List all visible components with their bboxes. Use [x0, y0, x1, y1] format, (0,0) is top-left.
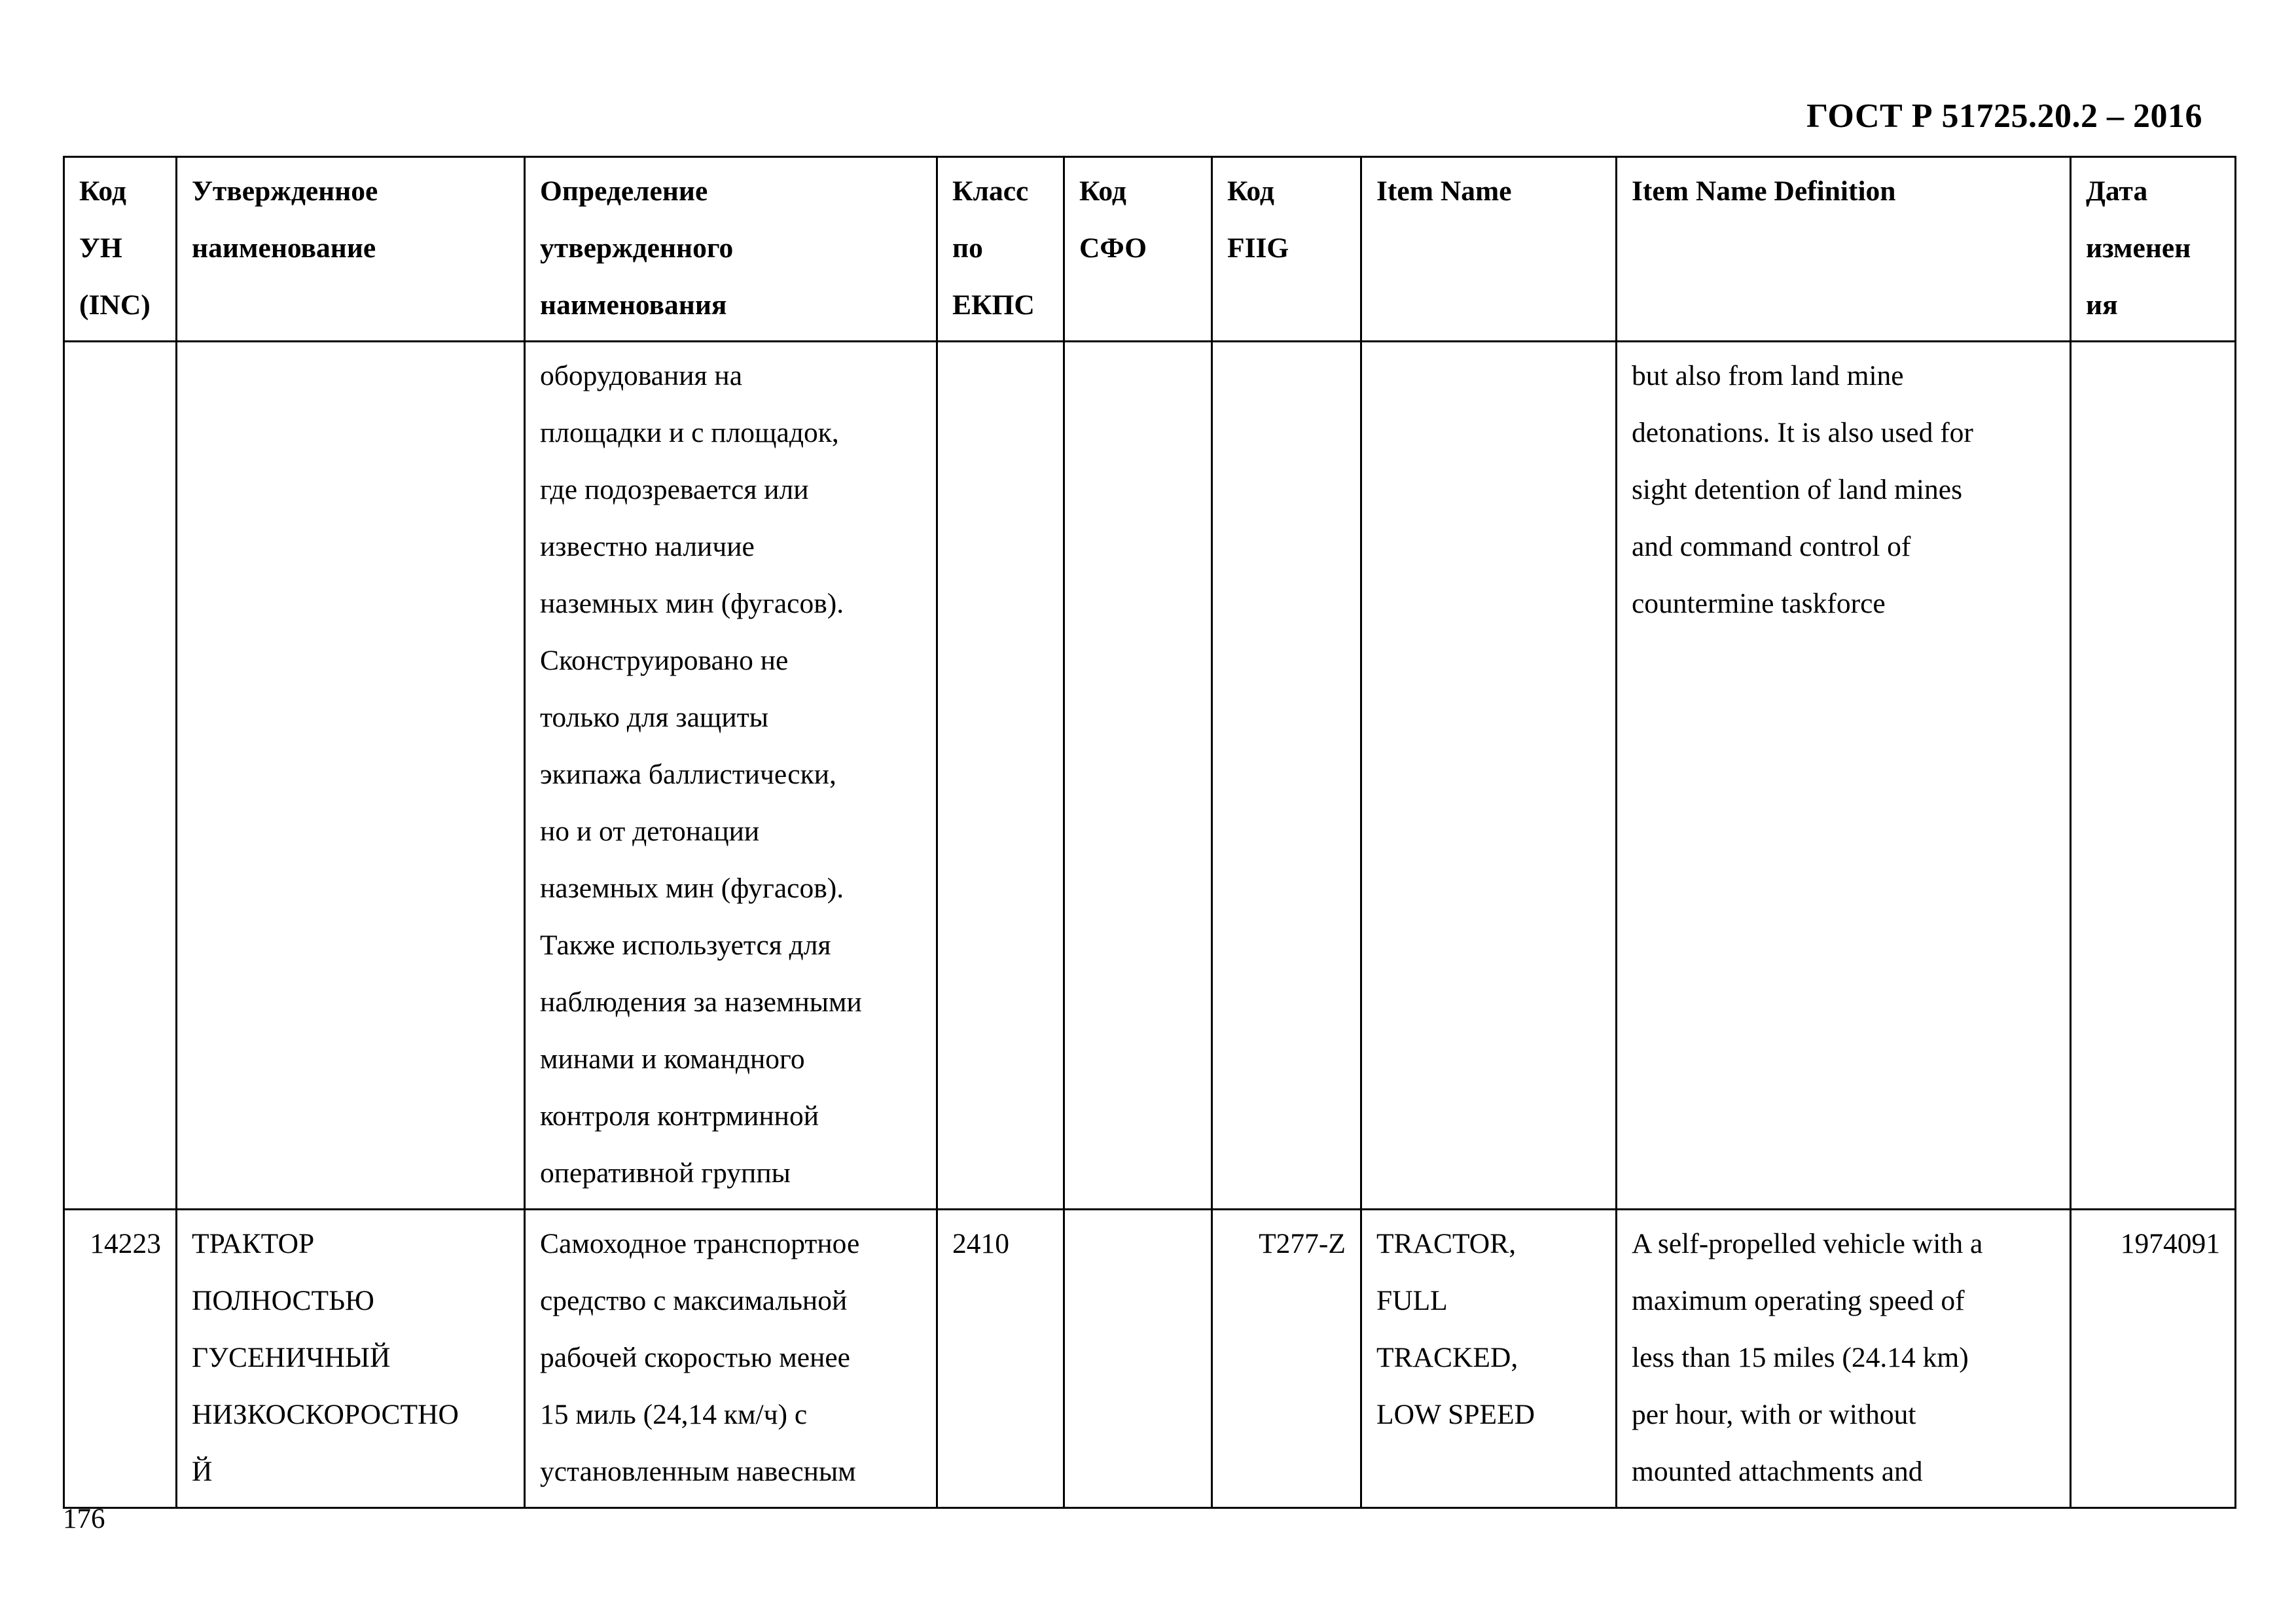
cell-sfo-code	[1064, 1210, 1212, 1508]
table-row	[64, 1210, 2236, 1508]
cell-item-name: TRACTOR, FULL TRACKED, LOW SPEED	[1361, 1210, 1617, 1508]
header-fsc-class: Класс по ЕКПС	[937, 157, 1064, 342]
cell-fiig-code: T277-Z	[1212, 1210, 1361, 1508]
header-item-name-definition: Item Name Definition	[1617, 157, 2071, 342]
cell-change-date: 1974091	[2071, 1210, 2236, 1508]
cell-inc: 14223	[64, 1210, 177, 1508]
cell-sfo-code	[1064, 342, 1212, 1210]
cell-definition-ru: Самоходное транспортное средство с максимальной рабочей скоростью менее 15 миль (24,14 км/ч) с установленным навесным	[525, 1210, 937, 1508]
cell-inc	[64, 342, 177, 1210]
header-inc: Код УН (INC)	[64, 157, 177, 342]
cell-fiig-code	[1212, 342, 1361, 1210]
cell-fsc-class: 2410	[937, 1210, 1064, 1508]
header-sfo-code: Код СФО	[1064, 157, 1212, 342]
cell-approved-name: ТРАКТОР ПОЛНОСТЬЮ ГУСЕНИЧНЫЙ НИЗКОСКОРОСТНО Й	[177, 1210, 525, 1508]
cell-approved-name	[177, 342, 525, 1210]
cell-item-name-definition: but also from land mine detonations. It is also used for sight detention of land mines and command control of countermine taskforce	[1617, 342, 2071, 1210]
cell-item-name	[1361, 342, 1617, 1210]
header-definition: Определение утвержденного наименования	[525, 157, 937, 342]
page-number: 176	[63, 1504, 105, 1534]
cell-item-name-definition: A self-propelled vehicle with a maximum operating speed of less than 15 miles (24.14 km) per hour, with or without mounted attachments and	[1617, 1210, 2071, 1508]
cell-change-date	[2071, 342, 2236, 1210]
cell-definition-ru: оборудования на площадки и с площадок, где подозревается или известно наличие наземных мин (фугасов). Сконструировано не только для защиты экипажа баллистически, но и от детонации наземных мин (фугасов). Также используется для наблюдения за наземными минами и командного контроля контрминной оперативной группы	[525, 342, 937, 1210]
document-standard-header: ГОСТ Р 51725.20.2 – 2016	[1806, 98, 2202, 135]
cell-fsc-class	[937, 342, 1064, 1210]
header-item-name: Item Name	[1361, 157, 1617, 342]
table-header-row	[64, 157, 2236, 342]
data-table	[63, 156, 2236, 1509]
table-row	[64, 342, 2236, 1210]
header-fiig-code: Код FIIG	[1212, 157, 1361, 342]
header-change-date: Дата изменен ия	[2071, 157, 2236, 342]
header-approved-name: Утвержденное наименование	[177, 157, 525, 342]
